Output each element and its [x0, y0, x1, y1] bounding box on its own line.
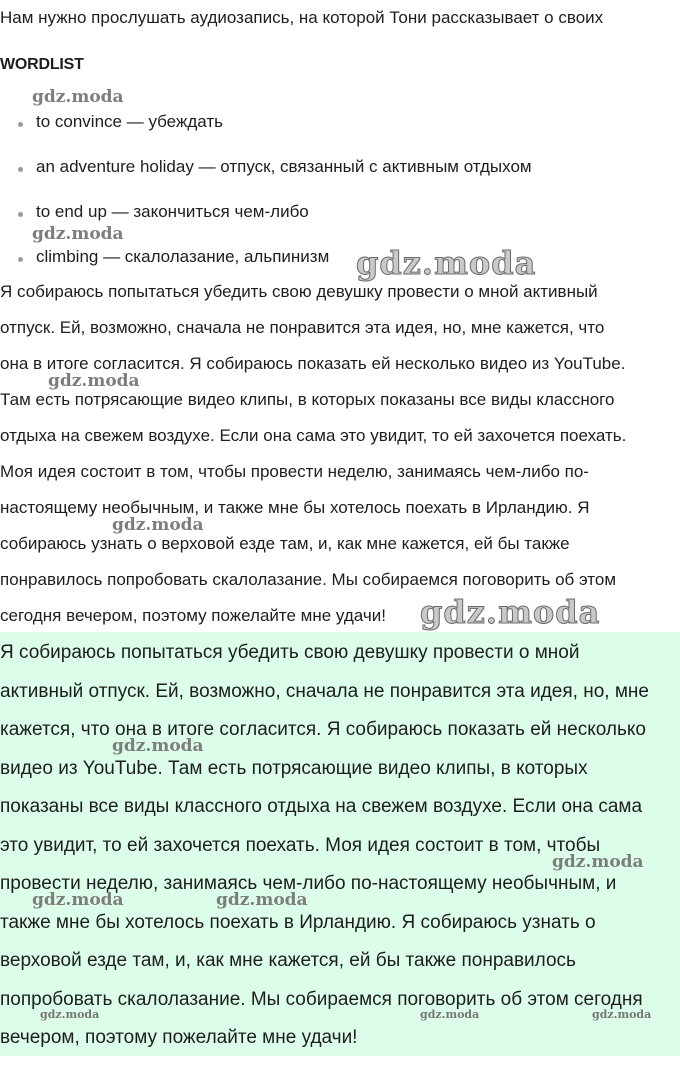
translation-line: также мне бы хотелось поехать в Ирландию. Я собираюсь узнать о	[0, 911, 596, 933]
wordlist-heading: WORDLIST	[0, 56, 84, 73]
intro-text: Нам нужно прослушать аудиозапись, на которой Тони рассказывает о своих	[0, 8, 604, 27]
paragraph-line: сегодня вечером, поэтому пожелайте мне удачи!	[0, 606, 386, 625]
wordlist-item	[18, 200, 309, 224]
paragraph-line: настоящему необычным, и также мне бы хотелось поехать в Ирландию. Я	[0, 498, 590, 517]
paragraph-line: она в итоге согласится. Я собираюсь показать ей несколько видео из YouTube.	[0, 354, 626, 373]
translation-line: вечером, поэтому пожелайте мне удачи!	[0, 1027, 358, 1048]
watermark: gdz.moda	[356, 244, 537, 282]
wordlist-item	[18, 110, 223, 134]
wordlist-item-text: to end up — закончиться чем-либо	[36, 202, 309, 221]
translation-line: провести неделю, занимаясь чем-либо по-настоящему необычным, и	[0, 873, 617, 894]
translation-line: верховой езде там, и, как мне кажется, ей бы также понравилось	[0, 950, 576, 971]
watermark: gdz.moda	[112, 736, 204, 756]
paragraph-line: понравилось попробовать скалолазание. Мы собираемся поговорить об этом	[0, 570, 617, 589]
bullet-icon	[18, 167, 23, 172]
paragraph-line: отпуск. Ей, возможно, сначала не понравится эта идея, но, мне кажется, что	[0, 318, 605, 337]
translation-line: активный отпуск. Ей, возможно, сначала не понравится эта идея, но, мне	[0, 680, 649, 702]
bullet-icon	[18, 122, 23, 127]
translation-line: Я собираюсь попытаться убедить свою девушку провести о мной	[0, 642, 580, 663]
bullet-icon	[18, 212, 23, 217]
wordlist-item-text: an adventure holiday — отпуск, связанный с активным отдыхом	[36, 157, 532, 176]
paragraph-line: Я собираюсь попытаться убедить свою девушку провести о мной активный	[0, 282, 598, 301]
watermark: gdz.moda	[420, 1008, 480, 1021]
paragraph-line: Моя идея состоит в том, чтобы провести неделю, занимаясь чем-либо по-	[0, 462, 589, 481]
wordlist-item	[18, 155, 532, 179]
watermark: gdz.moda	[40, 1008, 100, 1021]
watermark: gdz.moda	[112, 515, 204, 535]
paragraph-line: отдыха на свежем воздухе. Если она сама это увидит, то ей захочется поехать.	[0, 426, 627, 445]
wordlist-item-text: to convince — убеждать	[36, 112, 223, 131]
story-paragraph	[0, 274, 680, 634]
watermark: gdz.moda	[48, 371, 140, 391]
bullet-icon	[18, 257, 23, 262]
watermark: gdz.moda	[420, 593, 601, 631]
watermark: gdz.moda	[32, 224, 124, 244]
watermark: gdz.moda	[592, 1008, 652, 1021]
watermark: gdz.moda	[552, 852, 644, 872]
wordlist-item-text: climbing — скалолазание, альпинизм	[36, 247, 330, 266]
watermark: gdz.moda	[32, 87, 124, 107]
translation-line: попробовать скалолазание. Мы собираемся поговорить об этом сегодня	[0, 988, 643, 1010]
translation-paragraph	[0, 634, 680, 1058]
translation-line: это увидит, то ей захочется поехать. Моя идея состоит в том, чтобы	[0, 834, 601, 856]
translation-line: видео из YouTube. Там есть потрясающие видео клипы, в которых	[0, 757, 588, 779]
watermark: gdz.moda	[216, 890, 308, 910]
translation-line: кажется, что она в итоге согласится. Я собираюсь показать ей несколько	[0, 719, 646, 740]
paragraph-line: Там есть потрясающие видео клипы, в которых показаны все виды классного	[0, 390, 615, 409]
translation-line: показаны все виды классного отдыха на свежем воздухе. Если она сама	[0, 796, 643, 817]
paragraph-line: собираюсь узнать о верховой езде там, и, как мне кажется, ей бы также	[0, 534, 570, 553]
watermark: gdz.moda	[32, 890, 124, 910]
wordlist-item	[18, 245, 329, 269]
